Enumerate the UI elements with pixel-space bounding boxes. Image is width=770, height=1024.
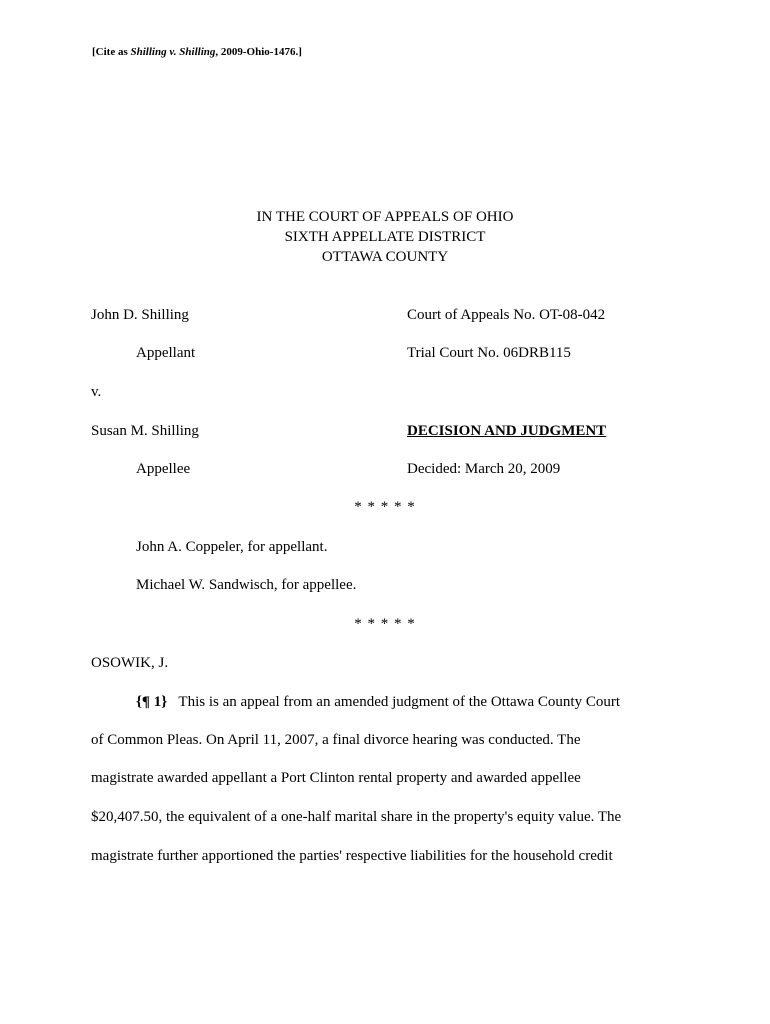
paragraph-marker: {¶ 1} [136, 694, 168, 710]
appellant-role: Appellant [136, 345, 196, 361]
separator-top: * * * * * [354, 499, 416, 515]
versus-label: v. [91, 384, 102, 400]
decision-title: DECISION AND JUDGMENT [407, 423, 607, 439]
paragraph-line: magistrate further apportioned the parties' respective liabilities for the household credit [91, 848, 613, 864]
paragraph-line: of Common Pleas. On April 11, 2007, a final divorce hearing was conducted. The [91, 732, 581, 748]
separator-bottom: * * * * * [354, 616, 416, 632]
paragraph-line: This is an appeal from an amended judgment of the Ottawa County Court [178, 694, 620, 710]
citation-prefix: [Cite as [92, 46, 131, 58]
appeals-case-number: Court of Appeals No. OT-08-042 [407, 307, 606, 323]
court-district: SIXTH APPELLATE DISTRICT [284, 229, 486, 245]
judge-name: OSOWIK, J. [91, 655, 169, 671]
paragraph-line: $20,407.50, the equivalent of a one-half marital share in the property's equity value. The [91, 809, 622, 825]
court-name: IN THE COURT OF APPEALS OF OHIO [256, 209, 514, 225]
trial-case-number: Trial Court No. 06DRB115 [407, 345, 571, 361]
appellee-role: Appellee [136, 461, 191, 477]
appellee-name: Susan M. Shilling [91, 423, 199, 439]
appellant-name: John D. Shilling [91, 307, 189, 323]
court-county: OTTAWA COUNTY [321, 249, 449, 265]
counsel-appellant: John A. Coppeler, for appellant. [136, 539, 328, 555]
paragraph-line: magistrate awarded appellant a Port Clinton rental property and awarded appellee [91, 770, 581, 786]
citation-header [92, 47, 302, 58]
paragraph-1-first-line [136, 695, 620, 710]
decided-date: Decided: March 20, 2009 [407, 461, 561, 477]
counsel-appellee: Michael W. Sandwisch, for appellee. [136, 577, 357, 593]
citation-case-name: Shilling v. Shilling [130, 46, 216, 58]
citation-suffix: , 2009-Ohio-1476.] [215, 46, 302, 58]
